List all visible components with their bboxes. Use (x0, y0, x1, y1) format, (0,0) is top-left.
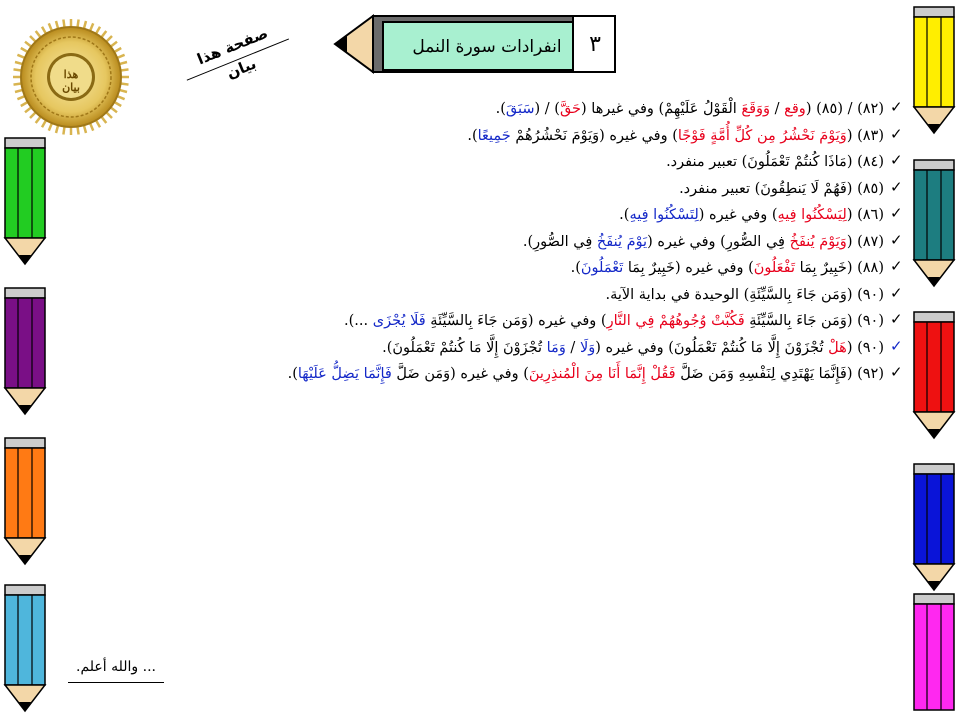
checkmark-icon: ✓ (890, 257, 903, 275)
checkmark-icon: ✓ (890, 204, 903, 222)
checkmark-icon: ✓ (890, 363, 903, 381)
pencil-green-icon (3, 136, 47, 266)
seal-text: هذا بيان (62, 68, 80, 94)
entry-segment: يَوْمَ يُنفَخُ (596, 233, 648, 250)
pencil-blue-icon (912, 462, 956, 592)
entry-segment: سَبَقَ (505, 101, 535, 117)
entry-text (467, 125, 884, 147)
checkmark-icon: ✓ (890, 151, 903, 169)
entry-line (230, 229, 910, 256)
checkmark-icon: ✓ (890, 310, 903, 328)
entry-segment: (٨٢) / (٨٥) ( (805, 101, 884, 117)
entry-text (619, 204, 884, 226)
entry-segment: / (565, 339, 580, 356)
brand-seal-logo (12, 18, 130, 136)
checkmark-icon: ✓ (890, 177, 903, 196)
entry-segment: ). (467, 127, 478, 144)
checkmark-icon: ✓ (890, 336, 903, 355)
entry-line (230, 335, 910, 362)
entry-segment: (٨٣) ( (846, 127, 884, 144)
entry-segment: (٨٥) (فَهُمْ لَا يَنطِقُونَ) تعبير منفرد. (679, 180, 884, 197)
entry-text (605, 284, 884, 306)
entry-segment: فِي الصُّورِ) وفي غيره ( (647, 233, 790, 250)
entry-segment: ) وفي غيره (وَيَوْمَ نَحْشُرُهُمْ (510, 127, 678, 144)
entry-segment: (٨٨) (خَبِيرٌ بِمَا (795, 260, 884, 276)
checkmark-icon: ✓ (890, 98, 903, 116)
entry-line (230, 202, 910, 229)
entry-text (571, 257, 884, 279)
entries-list (230, 96, 910, 388)
entry-segment: تُجْزَوْنَ إِلَّا مَا كُنتُمْ تَعْمَلُونَ) وفي غيره ( (595, 339, 829, 356)
entry-segment: لِتَسْكُنُوا فِيهِ (629, 207, 699, 223)
entry-line (230, 176, 910, 203)
entry-segment: فَقُلْ إِنَّمَا أَنَا مِنَ الْمُنذِرِينَ (528, 366, 676, 382)
page-title: انفرادات سورة النمل (412, 37, 562, 57)
entry-segment: (٩٠) ( (846, 339, 884, 356)
entry-text (382, 337, 884, 359)
checkmark-icon: ✓ (890, 230, 903, 249)
entry-segment: (٩٢) (فَإِنَّمَا يَهْتَدِي لِنَفْسِهِ وَمَن ضَلَّ (675, 366, 884, 382)
entry-text (344, 310, 884, 332)
entry-segment: جَمِيعًا (477, 127, 511, 144)
entry-segment: تُجْزَوْنَ إِلَّا مَا كُنتُمْ تَعْمَلُونَ). (382, 339, 547, 356)
entry-segment: تَفْعَلُونَ (753, 260, 796, 276)
entry-segment: (٩٠) (وَمَن جَاءَ بِالسَّيِّئَةِ) الوحيدة في بداية الآية. (605, 286, 884, 303)
entry-segment: (٨٦) ( (846, 207, 884, 223)
entry-segment: ). (619, 207, 630, 223)
entry-text (496, 98, 884, 120)
entry-segment: حَقَّ (559, 101, 582, 117)
entry-segment: هَلْ (828, 339, 847, 356)
entry-line (230, 282, 910, 309)
pencil-magenta-icon (912, 592, 956, 712)
entry-text (666, 151, 884, 173)
entry-segment: وَيَوْمَ يُنفَخُ (789, 233, 847, 250)
entry-line (230, 149, 910, 176)
entry-segment: فَكُبَّتْ وُجُوهُهُمْ فِي النَّارِ (606, 313, 745, 329)
pencil-purple-icon (3, 286, 47, 416)
entry-segment: وَلَا (579, 339, 596, 356)
checkmark-icon: ✓ (890, 283, 903, 302)
closing-note: ... والله أعلم. (68, 656, 164, 683)
entry-line (230, 96, 910, 123)
entry-segment: ) وفي غيره (وَمَن جَاءَ بِالسَّيِّئَةِ (425, 313, 607, 329)
page-header (333, 12, 618, 76)
pencil-yellow-icon (912, 5, 956, 135)
entry-segment: وقع (784, 101, 806, 117)
page-number: ٣ (589, 32, 601, 57)
entry-segment: (٨٤) (مَاذَا كُنتُمْ تَعْمَلُونَ) تعبير منفرد. (666, 154, 884, 170)
brand-caption: صفحة هذا بيان (177, 14, 289, 80)
entry-segment: تَعْمَلُونَ (580, 260, 624, 276)
entry-segment: فِي الصُّورِ). (522, 233, 597, 250)
entry-line (230, 308, 910, 335)
entry-segment: ). (495, 101, 506, 117)
entry-line (230, 123, 910, 150)
entry-segment: فَلَا يُجْزَى (372, 313, 426, 329)
checkmark-icon: ✓ (890, 124, 903, 143)
entry-line (230, 255, 910, 282)
entry-segment: وَيَوْمَ نَحْشُرُ مِن كُلِّ أُمَّةٍ فَوْجًا (677, 127, 847, 144)
entry-segment: (٩٠) (وَمَن جَاءَ بِالسَّيِّئَةِ (744, 313, 884, 329)
entry-text (679, 178, 884, 200)
entry-segment: / (770, 101, 785, 117)
pencil-orange-icon (3, 436, 47, 566)
entry-segment: ) وفي غيره (وَمَن ضَلَّ (391, 366, 529, 382)
entry-segment: ) وفي غيره ( (698, 207, 778, 223)
entry-segment: ). (570, 260, 581, 276)
entry-segment: (٨٧) ( (846, 233, 884, 250)
entry-segment: وَمَا (546, 339, 566, 356)
entry-segment: فَإِنَّمَا يَضِلُّ عَلَيْهَا (297, 366, 392, 382)
entry-line (230, 361, 910, 388)
entry-segment: الْقَوْلُ عَلَيْهِمْ) وفي غيرها ( (581, 101, 742, 117)
pencil-teal-icon (912, 158, 956, 288)
entry-segment: ). (287, 366, 298, 382)
entry-segment: ) / ( (534, 101, 560, 117)
entry-text (523, 231, 884, 253)
entry-segment: لِيَسْكُنُوا فِيهِ (777, 207, 847, 223)
pencil-lightblue-icon (3, 583, 47, 713)
entry-text (288, 363, 884, 385)
pencil-red-icon (912, 310, 956, 440)
entry-segment: ) وفي غيره (خَبِيرٌ بِمَا (623, 260, 754, 276)
entry-segment: ...). (344, 313, 373, 329)
entry-segment: وَوَقَعَ (741, 101, 771, 117)
